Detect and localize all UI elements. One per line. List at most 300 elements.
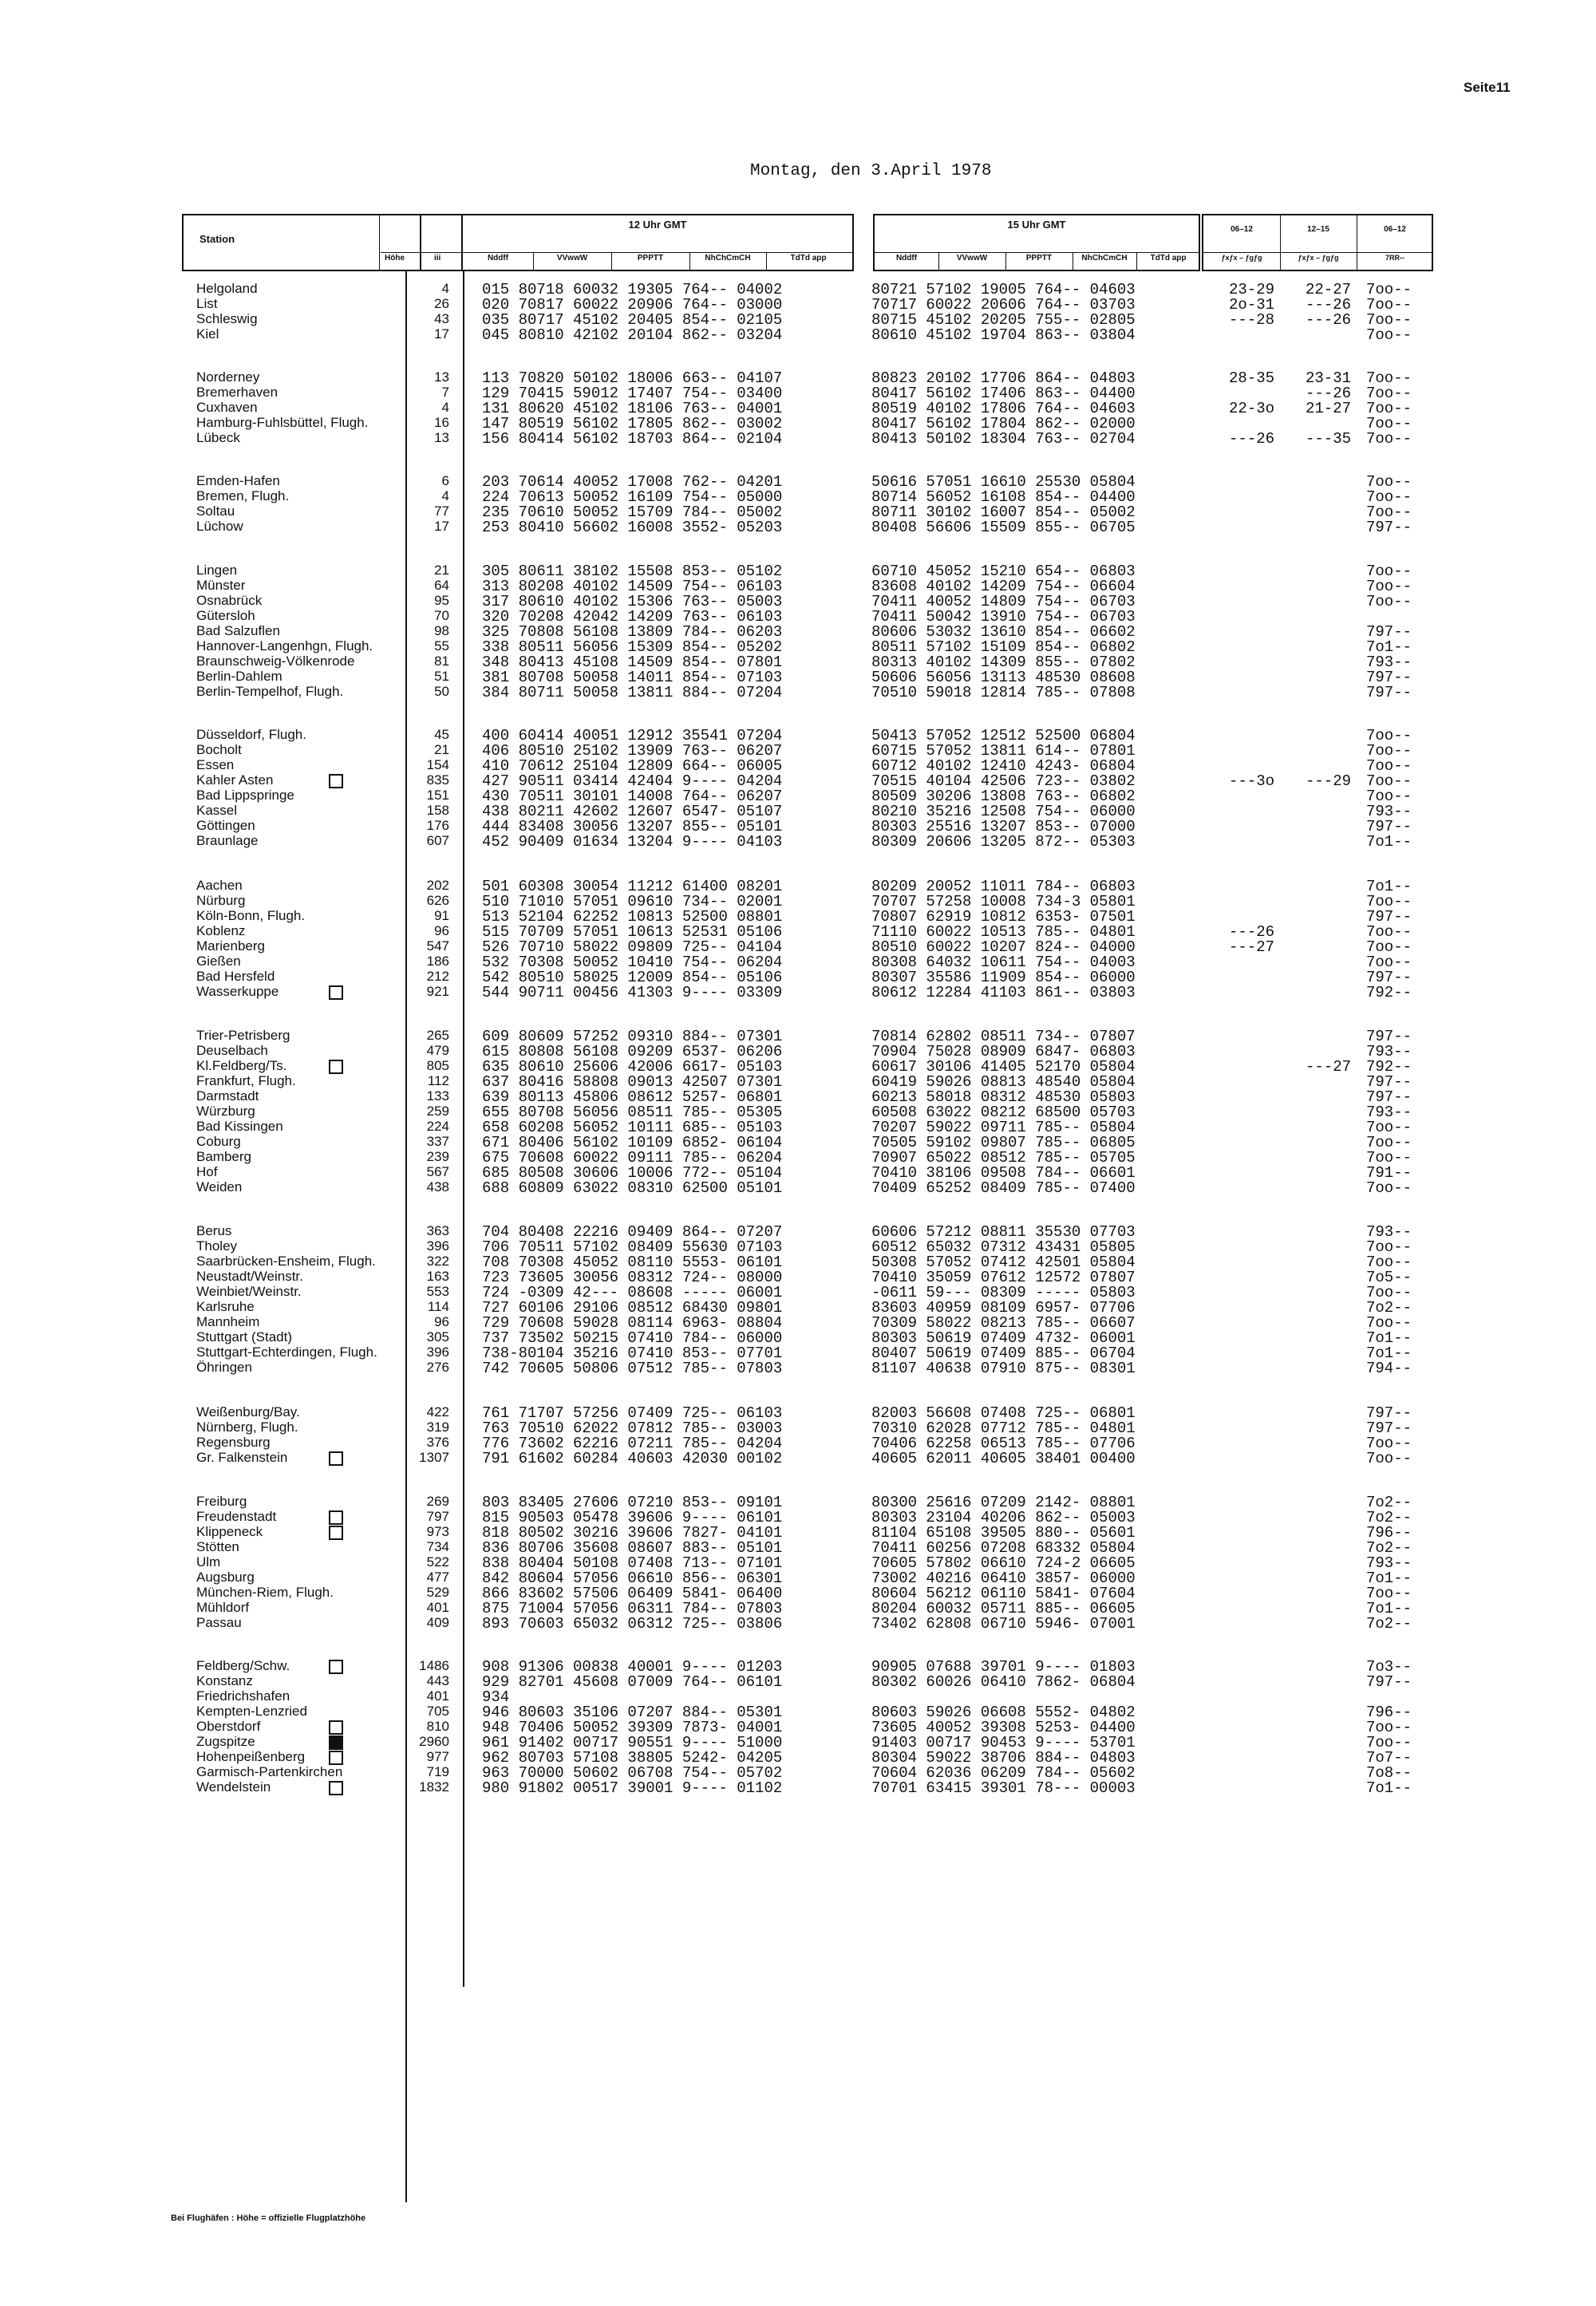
square-marker-icon	[329, 985, 343, 1000]
obs-12-gmt: 544 90711 00456 41303 9---- 03309	[482, 984, 783, 1001]
obs-12-gmt: 615 80808 56108 09209 6537- 06206	[482, 1043, 783, 1060]
range-rr-value: 7oo--	[1366, 385, 1412, 402]
table-row	[0, 503, 1596, 519]
obs-15-gmt: 80721 57102 19005 764-- 04603	[871, 281, 1136, 298]
obs-12-gmt: 400 60414 40051 12912 35541 07204	[482, 727, 783, 744]
obs-15-gmt: 73402 62808 06710 5946- 07001	[871, 1615, 1136, 1633]
range-12-15-value: 21-27	[1306, 400, 1352, 417]
range-rr-value: 7o1--	[1366, 638, 1412, 656]
range-rr-value: 7oo--	[1366, 1238, 1412, 1256]
obs-15-gmt: 60606 57212 08811 35530 07703	[871, 1223, 1136, 1241]
obs-12-gmt: 526 70710 58022 09809 725-- 04104	[482, 938, 783, 956]
table-row	[0, 1269, 1596, 1284]
station-height: 319	[426, 1420, 449, 1435]
station-height: 1486	[419, 1658, 449, 1673]
station-name: Aachen	[196, 878, 243, 893]
gmt15-col-nhchcmch: NhChCmCH	[1081, 254, 1128, 263]
range-rr-value: 7o1--	[1366, 1600, 1412, 1617]
obs-15-gmt: 70604 62036 06209 784-- 05602	[871, 1764, 1136, 1782]
station-height: 265	[426, 1028, 449, 1043]
obs-12-gmt: 815 90503 05478 39606 9---- 06101	[482, 1509, 783, 1526]
table-row	[0, 281, 1596, 296]
station-height: 17	[434, 326, 449, 342]
square-marker-icon	[329, 1720, 343, 1735]
obs-12-gmt: 381 80708 50058 14011 854-- 07103	[482, 669, 783, 686]
gmt15-label: 15 Uhr GMT	[1007, 219, 1066, 231]
range-header	[1202, 214, 1433, 271]
obs-15-gmt: 80303 23104 40206 862-- 05003	[871, 1509, 1136, 1526]
range-06-12-a: 06–12	[1231, 225, 1253, 234]
station-name: Deuselbach	[196, 1043, 268, 1058]
iii-header	[421, 214, 463, 271]
obs-15-gmt: 50606 56056 13113 48530 08608	[871, 669, 1136, 686]
obs-15-gmt: 73002 40216 06410 3857- 06000	[871, 1570, 1136, 1587]
obs-12-gmt: 675 70608 60022 09111 785-- 06204	[482, 1149, 783, 1167]
station-name: Neustadt/Weinstr.	[196, 1269, 303, 1284]
obs-15-gmt: 80204 60032 05711 885-- 06605	[871, 1600, 1136, 1617]
station-height: 13	[434, 369, 449, 385]
station-name: Münster	[196, 578, 246, 593]
station-height: 64	[434, 578, 449, 593]
obs-15-gmt: 80304 59022 38706 884-- 04803	[871, 1749, 1136, 1767]
station-name: Stuttgart-Echterdingen, Flugh.	[196, 1345, 377, 1360]
gmt15-col-vvwww: VVwwW	[956, 254, 988, 263]
table-row	[0, 1704, 1596, 1719]
station-name: Regensburg	[196, 1435, 271, 1450]
obs-12-gmt: 791 61602 60284 40603 42030 00102	[482, 1450, 783, 1467]
obs-15-gmt: 70807 62919 10812 6353- 07501	[871, 908, 1136, 926]
range-06-12-value: 22-3o	[1229, 400, 1275, 417]
obs-12-gmt: 317 80610 40102 15306 763-- 05003	[482, 593, 783, 610]
obs-12-gmt: 305 80611 38102 15508 853-- 05102	[482, 563, 783, 580]
obs-15-gmt: 60508 63022 08212 68500 05703	[871, 1104, 1136, 1121]
station-name: Konstanz	[196, 1673, 253, 1688]
station-height: 21	[434, 742, 449, 757]
table-row	[0, 296, 1596, 314]
obs-15-gmt: 70409 65252 08409 785-- 07400	[871, 1179, 1136, 1197]
station-height: 151	[426, 788, 449, 803]
range-rr-value: 793--	[1366, 1043, 1412, 1060]
range-12-15-value: ---26	[1306, 296, 1352, 314]
obs-12-gmt: 510 71010 57051 09610 734-- 02001	[482, 893, 783, 910]
range-rr-value: 797--	[1366, 1088, 1412, 1106]
range-rr-value: 793--	[1366, 1104, 1412, 1121]
table-row	[0, 1615, 1596, 1633]
obs-15-gmt: 80413 50102 18304 763-- 02704	[871, 430, 1136, 448]
station-name: Gütersloh	[196, 608, 255, 623]
square-marker-icon	[329, 1060, 343, 1074]
station-name: Freiburg	[196, 1494, 247, 1509]
station-height: 269	[426, 1494, 449, 1509]
obs-15-gmt: 83603 40959 08109 6957- 07706	[871, 1299, 1136, 1317]
station-height: 422	[426, 1404, 449, 1420]
obs-15-gmt: 70515 40104 42506 723-- 03802	[871, 772, 1136, 790]
station-name: Bad Kissingen	[196, 1119, 283, 1134]
obs-15-gmt: 70410 35059 07612 12572 07807	[871, 1269, 1136, 1286]
obs-12-gmt: 224 70613 50052 16109 754-- 05000	[482, 488, 783, 506]
range-rr-value: 7oo--	[1366, 938, 1412, 956]
range-sub-b: ƒxƒx – ƒgƒg	[1298, 254, 1339, 262]
obs-12-gmt: 738-80104 35216 07410 853-- 07701	[482, 1345, 783, 1362]
station-name: Gießen	[196, 954, 241, 969]
obs-12-gmt: 609 80609 57252 09310 884-- 07301	[482, 1028, 783, 1045]
table-row	[0, 727, 1596, 742]
station-name: Passau	[196, 1615, 242, 1630]
station-height: 401	[426, 1688, 449, 1704]
station-height: 835	[426, 772, 449, 788]
range-rr-value: 7oo--	[1366, 563, 1412, 580]
station-name: Darmstadt	[196, 1088, 259, 1104]
station-name: Bamberg	[196, 1149, 251, 1164]
table-row	[0, 1028, 1596, 1043]
obs-15-gmt: 70406 62258 06513 785-- 07706	[871, 1435, 1136, 1452]
range-rr-value: 7oo--	[1366, 415, 1412, 432]
gmt12-header	[463, 214, 854, 271]
range-rr-value: 797--	[1366, 1028, 1412, 1045]
obs-15-gmt: 80417 56102 17406 863-- 04400	[871, 385, 1136, 402]
station-name: Wasserkuppe	[196, 984, 279, 999]
obs-15-gmt: 80209 20052 11011 784-- 06803	[871, 878, 1136, 895]
station-name: Trier-Petrisberg	[196, 1028, 290, 1043]
table-row	[0, 878, 1596, 893]
station-name: Hannover-Langenhgn, Flugh.	[196, 638, 373, 653]
table-row	[0, 1119, 1596, 1134]
range-rr-value: 7o3--	[1366, 1658, 1412, 1676]
range-12-15-value: ---35	[1306, 430, 1352, 448]
table-row	[0, 1494, 1596, 1509]
obs-15-gmt: 70707 57258 10008 734-3 05801	[871, 893, 1136, 910]
square-marker-icon	[329, 1781, 343, 1795]
station-name: Frankfurt, Flugh.	[196, 1073, 296, 1088]
range-rr-value: 7oo--	[1366, 326, 1412, 344]
range-12-15-value: ---26	[1306, 311, 1352, 329]
range-12-15-value: 22-27	[1306, 281, 1352, 298]
obs-12-gmt: 129 70415 59012 17407 754-- 03400	[482, 385, 783, 402]
gmt15-col-nddff: Nddff	[895, 254, 918, 263]
obs-12-gmt: 946 80603 35106 07207 884-- 05301	[482, 1704, 783, 1721]
station-height: 363	[426, 1223, 449, 1238]
table-row	[0, 1658, 1596, 1676]
gmt15-col-tdtd: TdTd app	[1150, 254, 1187, 263]
table-row	[0, 623, 1596, 641]
station-name: Berlin-Dahlem	[196, 669, 282, 684]
range-rr-value: 7oo--	[1366, 1254, 1412, 1271]
station-height: 259	[426, 1104, 449, 1119]
range-rr-value: 7oo--	[1366, 1734, 1412, 1751]
table-row	[0, 563, 1596, 578]
table-row	[0, 833, 1596, 851]
station-height: 401	[426, 1600, 449, 1615]
station-name: Braunlage	[196, 833, 259, 848]
station-height: 96	[434, 1314, 449, 1329]
obs-12-gmt: 948 70406 50052 39309 7873- 04001	[482, 1719, 783, 1736]
range-06-12-value: ---3o	[1229, 772, 1275, 790]
station-height: 719	[426, 1764, 449, 1779]
station-height: 45	[434, 727, 449, 742]
obs-15-gmt: 80303 25516 13207 853-- 07000	[871, 818, 1136, 835]
obs-15-gmt: 80510 60022 10207 824-- 04000	[871, 938, 1136, 956]
obs-15-gmt: 80303 50619 07409 4732- 06001	[871, 1329, 1136, 1347]
obs-15-gmt: 83608 40102 14209 754-- 06604	[871, 578, 1136, 595]
range-06-12-value: ---28	[1229, 311, 1275, 329]
obs-12-gmt: 818 80502 30216 39606 7827- 04101	[482, 1524, 783, 1542]
obs-12-gmt: 635 80610 25606 42006 6617- 05103	[482, 1058, 783, 1076]
table-row	[0, 1509, 1596, 1524]
gmt12-label: 12 Uhr GMT	[628, 219, 687, 231]
station-name: Lingen	[196, 563, 238, 578]
obs-15-gmt: 70410 38106 09508 784-- 06601	[871, 1164, 1136, 1182]
table-row	[0, 311, 1596, 329]
obs-15-gmt: 60712 40102 12410 4243- 06804	[871, 757, 1136, 775]
obs-12-gmt: 742 70605 50806 07512 785-- 07803	[482, 1360, 783, 1377]
table-row	[0, 1719, 1596, 1734]
station-name: Marienberg	[196, 938, 265, 954]
table-row	[0, 608, 1596, 626]
square-marker-icon	[329, 774, 343, 788]
range-rr-value: 7o2--	[1366, 1299, 1412, 1317]
obs-12-gmt: 763 70510 62022 07812 785-- 03003	[482, 1420, 783, 1437]
range-rr-value: 7oo--	[1366, 923, 1412, 941]
obs-12-gmt: 235 70610 50052 15709 784-- 05002	[482, 503, 783, 521]
obs-15-gmt: 80511 57102 15109 854-- 06802	[871, 638, 1136, 656]
obs-15-gmt: 80417 56102 17804 862-- 02000	[871, 415, 1136, 432]
station-height: 567	[426, 1164, 449, 1179]
station-height: 21	[434, 563, 449, 578]
station-height: 705	[426, 1704, 449, 1719]
range-rr-value: 7oo--	[1366, 578, 1412, 595]
station-height: 4	[441, 400, 449, 415]
table-row	[0, 1600, 1596, 1615]
range-06-12-value: ---26	[1229, 923, 1275, 941]
range-rr-value: 7oo--	[1366, 1719, 1412, 1736]
station-name: Bad Hersfeld	[196, 969, 275, 984]
station-height: 95	[434, 593, 449, 608]
station-height: 43	[434, 311, 449, 326]
station-height: 409	[426, 1615, 449, 1630]
range-rr-value: 7o2--	[1366, 1494, 1412, 1511]
obs-15-gmt: 70907 65022 08512 785-- 05705	[871, 1149, 1136, 1167]
station-name: Kassel	[196, 803, 238, 818]
range-rr-value: 7o1--	[1366, 1779, 1412, 1797]
range-06-12-value: ---26	[1229, 430, 1275, 448]
station-height: 158	[426, 803, 449, 818]
station-height: 224	[426, 1119, 449, 1134]
station-name: Mühldorf	[196, 1600, 250, 1615]
station-height: 112	[427, 1073, 449, 1088]
station-height: 276	[426, 1360, 449, 1375]
obs-15-gmt: 60512 65032 07312 43431 05805	[871, 1238, 1136, 1256]
table-row	[0, 757, 1596, 775]
table-row	[0, 1179, 1596, 1197]
station-height: 96	[434, 923, 449, 938]
station-name: Öhringen	[196, 1360, 252, 1375]
obs-12-gmt: 313 80208 40102 14509 754-- 06103	[482, 578, 783, 595]
range-rr-value: 7o2--	[1366, 1539, 1412, 1557]
table-row	[0, 1435, 1596, 1450]
obs-12-gmt: 430 70511 30101 14008 764-- 06207	[482, 788, 783, 805]
station-name: Oberstdorf	[196, 1719, 261, 1734]
obs-12-gmt: 704 80408 22216 09409 864-- 07207	[482, 1223, 783, 1241]
table-row	[0, 1420, 1596, 1435]
range-rr-value: 793--	[1366, 1554, 1412, 1572]
station-name: Feldberg/Schw.	[196, 1658, 290, 1673]
range-rr-value: 7o1--	[1366, 833, 1412, 851]
station-height: 51	[434, 669, 449, 684]
range-rr-value: 7oo--	[1366, 400, 1412, 417]
station-name: List	[196, 296, 218, 311]
obs-15-gmt: 80210 35216 12508 754-- 06000	[871, 803, 1136, 820]
obs-15-gmt: 40605 62011 40605 38401 00400	[871, 1450, 1136, 1467]
obs-15-gmt: 80407 50619 07409 885-- 06704	[871, 1345, 1136, 1362]
obs-12-gmt: 015 80718 60032 19305 764-- 04002	[482, 281, 783, 298]
table-row	[0, 593, 1596, 608]
obs-12-gmt: 708 70308 45052 08110 5553- 06101	[482, 1254, 783, 1271]
station-height: 114	[427, 1299, 449, 1314]
obs-15-gmt: 70814 62802 08511 734-- 07807	[871, 1028, 1136, 1045]
station-height: 607	[426, 833, 449, 848]
obs-12-gmt: 963 70000 50602 06708 754-- 05702	[482, 1764, 783, 1782]
table-row	[0, 1585, 1596, 1600]
obs-12-gmt: 685 80508 30606 10006 772-- 05104	[482, 1164, 783, 1182]
station-height: 55	[434, 638, 449, 653]
square-marker-icon	[329, 1751, 343, 1765]
table-row	[0, 326, 1596, 342]
obs-12-gmt: 934	[482, 1688, 510, 1706]
range-rr-value: 796--	[1366, 1524, 1412, 1542]
table-row	[0, 772, 1596, 788]
obs-15-gmt: 80714 56052 16108 854-- 04400	[871, 488, 1136, 506]
obs-15-gmt: 73605 40052 39308 5253- 04400	[871, 1719, 1136, 1736]
range-12-15-value: ---26	[1306, 385, 1352, 402]
obs-12-gmt: 452 90409 01634 13204 9---- 04103	[482, 833, 783, 851]
obs-15-gmt: 70510 59018 12814 785-- 07808	[871, 684, 1136, 701]
obs-12-gmt: 501 60308 30054 11212 61400 08201	[482, 878, 783, 895]
station-name: Stötten	[196, 1539, 239, 1554]
table-row	[0, 923, 1596, 941]
range-rr-value: 7oo--	[1366, 788, 1412, 805]
obs-12-gmt: 658 60208 56052 10111 685-- 05103	[482, 1119, 783, 1136]
obs-12-gmt: 727 60106 29106 08512 68430 09801	[482, 1299, 783, 1317]
station-name: Zugspitze	[196, 1734, 255, 1749]
obs-12-gmt: 737 73502 50215 07410 784-- 06000	[482, 1329, 783, 1347]
obs-15-gmt: 70904 75028 08909 6847- 06803	[871, 1043, 1136, 1060]
range-06-12-value: ---27	[1229, 938, 1275, 956]
obs-15-gmt: 80300 25616 07209 2142- 08801	[871, 1494, 1136, 1511]
range-rr-value: 7oo--	[1366, 430, 1412, 448]
station-name: Emden-Hafen	[196, 473, 280, 488]
station-name: Augsburg	[196, 1570, 255, 1585]
range-rr-value: 7o7--	[1366, 1749, 1412, 1767]
obs-12-gmt: 131 80620 45102 18106 763-- 04001	[482, 400, 783, 417]
obs-12-gmt: 438 80211 42602 12607 6547- 05107	[482, 803, 783, 820]
obs-12-gmt: 542 80510 58025 12009 854-- 05106	[482, 969, 783, 986]
obs-15-gmt: 60213 58018 08312 48530 05803	[871, 1088, 1136, 1106]
obs-12-gmt: 706 70511 57102 08409 55630 07103	[482, 1238, 783, 1256]
station-name: Essen	[196, 757, 235, 772]
obs-12-gmt: 410 70612 25104 12809 664-- 06005	[482, 757, 783, 775]
obs-15-gmt: -0611 59--- 08309 ----- 05803	[871, 1284, 1136, 1301]
station-height: 50	[434, 684, 449, 699]
table-row	[0, 938, 1596, 954]
station-name: Coburg	[196, 1134, 241, 1149]
square-marker-icon	[329, 1660, 343, 1674]
table-row	[0, 1254, 1596, 1269]
station-name: Kl.Feldberg/Ts.	[196, 1058, 287, 1073]
range-rr-value: 7oo--	[1366, 954, 1412, 971]
station-name: Nürnberg, Flugh.	[196, 1420, 298, 1435]
square-marker-icon	[329, 1451, 343, 1466]
iii-label: iii	[434, 254, 441, 263]
station-name: Wendelstein	[196, 1779, 271, 1795]
obs-15-gmt: 80519 40102 17806 764-- 04603	[871, 400, 1136, 417]
table-row	[0, 578, 1596, 593]
table-row	[0, 488, 1596, 506]
range-12-15-value: 23-31	[1306, 369, 1352, 387]
station-height: 91	[434, 908, 449, 923]
table-row	[0, 1554, 1596, 1570]
range-rr-value: 7o1--	[1366, 1329, 1412, 1347]
station-name: Hof	[196, 1164, 218, 1179]
table-row	[0, 1314, 1596, 1332]
station-height: 396	[426, 1345, 449, 1360]
station-name: Kempten-Lenzried	[196, 1704, 307, 1719]
gmt12-col-tdtd: TdTd app	[790, 254, 827, 263]
table-row	[0, 742, 1596, 760]
obs-12-gmt: 761 71707 57256 07409 725-- 06103	[482, 1404, 783, 1422]
square-marker-icon	[329, 1510, 343, 1525]
station-name: Würzburg	[196, 1104, 255, 1119]
obs-12-gmt: 532 70308 50052 10410 754-- 06204	[482, 954, 783, 971]
range-rr-value: 7oo--	[1366, 593, 1412, 610]
station-height: 212	[426, 969, 449, 984]
station-name: Ulm	[196, 1554, 221, 1570]
obs-12-gmt: 348 80413 45108 14509 854-- 07801	[482, 653, 783, 671]
range-rr-value: 797--	[1366, 1673, 1412, 1691]
obs-12-gmt: 427 90511 03414 42404 9---- 04204	[482, 772, 783, 790]
range-rr-value: 7oo--	[1366, 893, 1412, 910]
range-rr-value: 7oo--	[1366, 1134, 1412, 1151]
range-12-15-value: ---27	[1306, 1058, 1352, 1076]
footnote: Bei Flughäfen : Höhe = offizielle Flugplatzhöhe	[171, 2213, 366, 2223]
station-name: Nürburg	[196, 893, 246, 908]
range-rr-value: 7oo--	[1366, 1435, 1412, 1452]
station-name: Hamburg-Fuhlsbüttel, Flugh.	[196, 415, 369, 430]
station-name: Weißenburg/Bay.	[196, 1404, 300, 1420]
square-marker-icon	[329, 1526, 343, 1540]
obs-12-gmt: 384 80711 50058 13811 884-- 07204	[482, 684, 783, 701]
station-name: Mannheim	[196, 1314, 260, 1329]
station-height: 4	[441, 488, 449, 503]
table-row	[0, 1164, 1596, 1182]
obs-15-gmt: 80309 20606 13205 872-- 05303	[871, 833, 1136, 851]
obs-12-gmt: 961 91402 00717 90551 9---- 51000	[482, 1734, 783, 1751]
obs-12-gmt: 637 80416 58808 09013 42507 07301	[482, 1073, 783, 1091]
station-height: 163	[426, 1269, 449, 1284]
table-row	[0, 473, 1596, 491]
obs-12-gmt: 671 80406 56102 10109 6852- 06104	[482, 1134, 783, 1151]
range-rr-value: 794--	[1366, 1360, 1412, 1377]
station-name: Gr. Falkenstein	[196, 1450, 288, 1465]
table-row	[0, 1149, 1596, 1167]
obs-15-gmt: 50616 57051 16610 25530 05804	[871, 473, 1136, 491]
obs-15-gmt: 70309 58022 08213 785-- 06607	[871, 1314, 1136, 1332]
page-number: Seite11	[1464, 80, 1511, 95]
obs-12-gmt: 406 80510 25102 13909 763-- 06207	[482, 742, 783, 760]
station-name: Lüchow	[196, 519, 243, 534]
station-height: 921	[426, 984, 449, 999]
obs-15-gmt: 70605 57802 06610 724-2 06605	[871, 1554, 1136, 1572]
table-row	[0, 1779, 1596, 1795]
